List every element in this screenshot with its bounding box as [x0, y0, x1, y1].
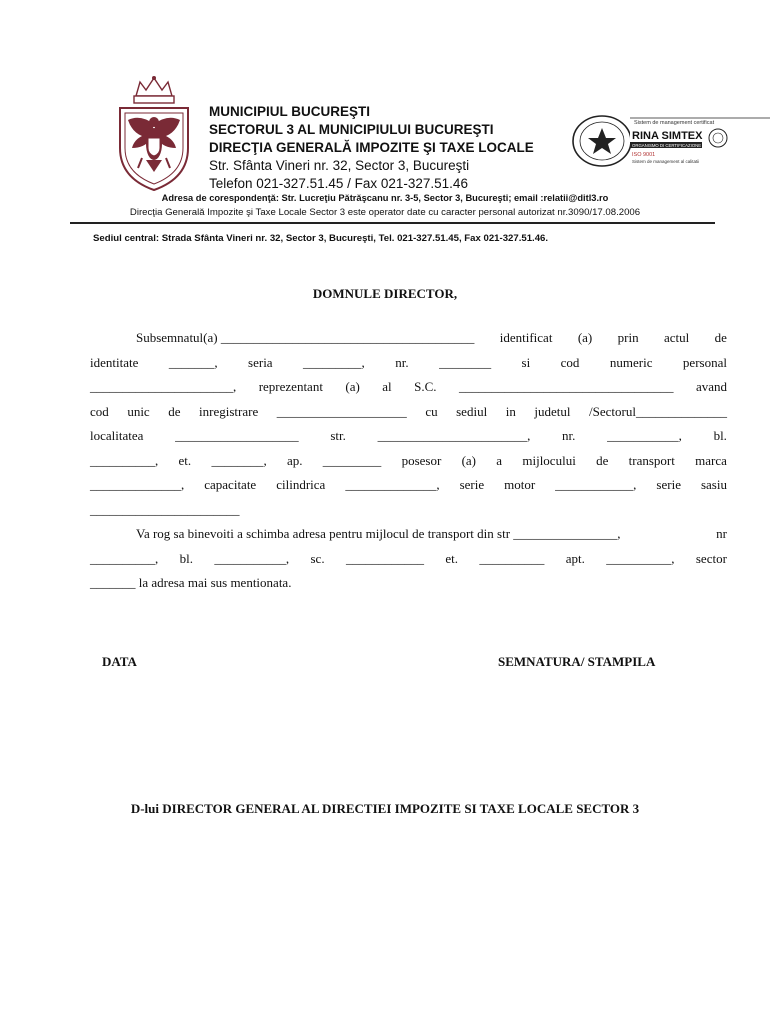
- header-municipality: MUNICIPIUL BUCUREŞTI: [209, 104, 371, 119]
- form-word: personal: [682, 354, 727, 370]
- header-divider: [70, 222, 715, 224]
- form-word: inregistrare: [199, 403, 259, 419]
- form-word: de: [714, 330, 727, 345]
- form-word: cod: [90, 403, 109, 419]
- svg-text:RINA SIMTEX: RINA SIMTEX: [632, 130, 703, 142]
- form-word: ____________: [345, 550, 424, 566]
- form-word: ______________________,: [90, 379, 237, 394]
- form-word: nr.: [395, 354, 409, 370]
- form-word: _________________________________: [458, 379, 674, 394]
- form-word: __________,: [90, 550, 159, 566]
- form-word: a: [496, 452, 503, 468]
- form-word: transport: [628, 452, 675, 468]
- form-word: /Sectorul______________: [589, 403, 727, 419]
- form-word: str.: [330, 428, 346, 443]
- form-word: ___________,: [607, 428, 682, 443]
- form-word: identificat: [499, 330, 553, 345]
- form-word: _________: [322, 452, 382, 468]
- form-line-locality: [90, 428, 727, 453]
- form-word: si: [521, 354, 531, 370]
- form-word: _______________________,: [377, 428, 531, 443]
- form-word: sediul: [456, 403, 488, 419]
- form-word: posesor: [401, 452, 442, 468]
- headquarters-line: Sediul central: Strada Sfânta Vineri nr. 32, Sector 3, Bucureşti, Tel. 021-327.51.45, Fax 021-327.51.46.: [93, 233, 549, 244]
- form-word: bl.: [179, 550, 193, 566]
- header-directorate: DIRECŢIA GENERALĂ IMPOZITE ŞI TAXE LOCALE: [209, 140, 534, 155]
- form-word: et.: [178, 452, 192, 468]
- form-word: in: [505, 403, 516, 419]
- header-phone: Telefon 021-327.51.45 / Fax 021-327.51.46: [209, 176, 468, 191]
- form-word: S.C.: [414, 379, 437, 394]
- certification-logo: [570, 112, 770, 170]
- form-word: avand: [695, 379, 727, 394]
- form-word: (a): [345, 379, 360, 394]
- form-line-chassis: [90, 502, 727, 527]
- form-word: ___________________: [175, 428, 299, 443]
- form-word: serie: [656, 477, 681, 492]
- coat-of-arms-logo: [112, 74, 196, 194]
- form-word: ________,: [211, 452, 267, 468]
- form-word: ____________,: [555, 477, 637, 492]
- form-word: ap.: [286, 452, 303, 468]
- form-line-identity: [90, 330, 727, 355]
- form-line-id-document: [90, 355, 727, 380]
- form-word: ______________,: [90, 477, 185, 492]
- form-word: reprezentant: [258, 379, 323, 394]
- form-word: de: [596, 452, 609, 468]
- form-word: _______________________: [90, 501, 240, 517]
- form-word: _________,: [303, 354, 365, 370]
- header-address: Str. Sfânta Vineri nr. 32, Sector 3, Bucureşti: [209, 158, 470, 173]
- form-word: cod: [560, 354, 580, 370]
- data-operator-note: Direcţia Generală Impozite şi Taxe Locale Sector 3 este operator date cu caracter personal autorizat nr.3090/17.08.2006: [129, 207, 641, 218]
- form-word: bl.: [713, 428, 727, 443]
- institution-header: [209, 103, 534, 193]
- form-word: unic: [127, 403, 150, 419]
- request-form-body: [90, 330, 727, 600]
- form-word: sc.: [310, 550, 325, 566]
- form-word: Subsemnatul(a) _______________________________________: [136, 330, 475, 345]
- form-word: capacitate: [204, 477, 257, 492]
- form-line-new-address: [90, 551, 727, 576]
- form-word: (a): [461, 452, 477, 468]
- form-word: cilindrica: [276, 477, 326, 492]
- header-sector: SECTORUL 3 AL MUNICIPIULUI BUCUREŞTI: [209, 122, 494, 137]
- form-word: marca: [695, 452, 727, 468]
- form-word: Va rog sa binevoiti a schimba adresa pentru mijlocul de transport din str ________________,: [136, 526, 621, 541]
- form-line-vehicle-make: [90, 453, 727, 478]
- svg-text:Sistem de management certifica: Sistem de management certificat: [634, 120, 715, 126]
- form-line-representative: [90, 379, 727, 404]
- form-word: _______,: [168, 354, 218, 370]
- form-word: __________,: [90, 452, 159, 468]
- form-line-engine: [90, 477, 727, 502]
- form-word: et.: [445, 550, 458, 566]
- form-line-closing: [90, 575, 727, 600]
- form-word: al: [382, 379, 392, 394]
- svg-text:Sistem de management al calita: Sistem de management al calitatii: [632, 159, 700, 164]
- form-word: __________: [479, 550, 545, 566]
- date-label: DATA: [102, 654, 137, 669]
- form-word: de: [168, 403, 181, 419]
- addressee-line: D-lui DIRECTOR GENERAL AL DIRECTIEI IMPOZITE SI TAXE LOCALE SECTOR 3: [130, 801, 640, 816]
- form-word: nr: [716, 526, 727, 541]
- form-word: seria: [248, 354, 273, 370]
- svg-text:ISO 9001: ISO 9001: [632, 152, 656, 158]
- salutation: DOMNULE DIRECTOR,: [312, 286, 458, 301]
- form-word: apt.: [565, 550, 585, 566]
- form-line-registration: [90, 404, 727, 429]
- form-line-request: [90, 526, 727, 551]
- form-word: __________,: [606, 550, 675, 566]
- form-word: sasiu: [700, 477, 727, 492]
- form-word: motor: [504, 477, 536, 492]
- form-word: ____________________: [276, 403, 407, 419]
- form-word: nr.: [562, 428, 576, 443]
- form-word: ___________,: [214, 550, 290, 566]
- form-word: mijlocului: [522, 452, 576, 468]
- form-word: (a): [577, 330, 593, 345]
- form-word: cu: [425, 403, 438, 419]
- form-word: actul: [664, 330, 690, 345]
- form-word: localitatea: [90, 428, 144, 443]
- form-word: serie: [459, 477, 485, 492]
- form-word: sector: [695, 550, 727, 566]
- form-word: ________: [439, 354, 492, 370]
- form-word: _______ la adresa mai sus mentionata.: [90, 575, 292, 590]
- correspondence-address: Adresa de corespondenţă: Str. Lucreţiu Pătrăşcanu nr. 3-5, Sector 3, Bucureşti; email :relatii@ditl3.ro: [161, 193, 609, 203]
- form-word: ______________,: [345, 477, 440, 492]
- form-word: identitate: [90, 354, 139, 370]
- signature-stamp-label: SEMNATURA/ STAMPILA: [498, 654, 656, 669]
- form-word: numeric: [609, 354, 653, 370]
- form-word: judetul: [534, 403, 571, 419]
- svg-text:ORGANISMO DI CERTIFICAZIONE: ORGANISMO DI CERTIFICAZIONE: [632, 143, 702, 148]
- form-word: prin: [617, 330, 639, 345]
